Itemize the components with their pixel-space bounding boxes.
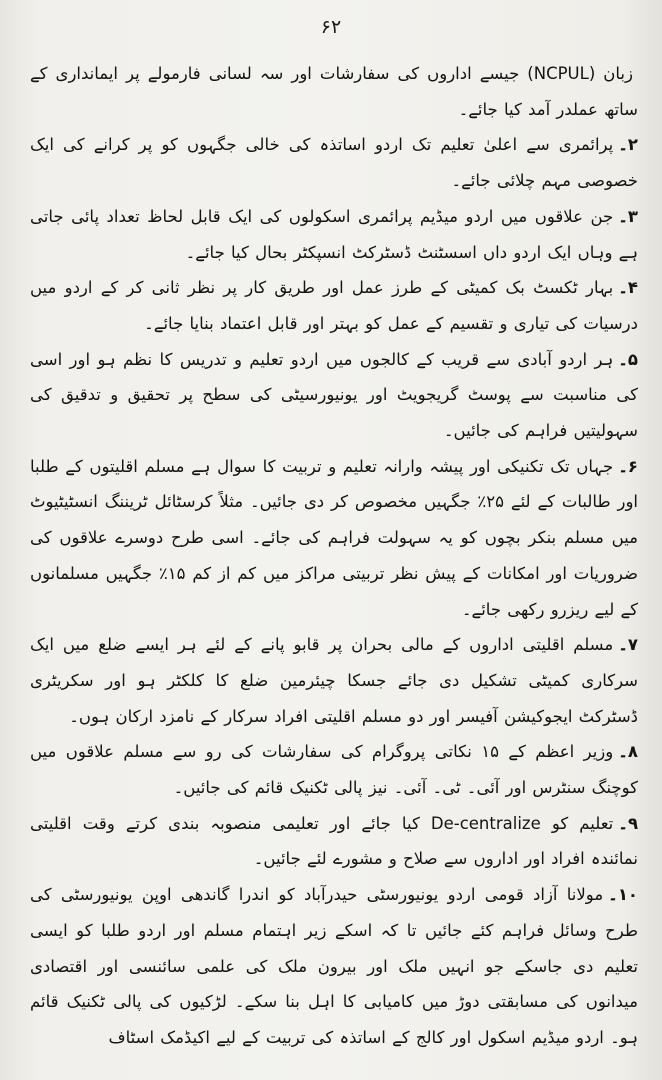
paragraph-number: ۶۔ bbox=[618, 456, 638, 476]
paragraph-number: ۲۔ bbox=[618, 135, 638, 155]
paragraph-number: ۵۔ bbox=[618, 349, 638, 369]
paragraph-4 bbox=[30, 270, 638, 341]
paragraph-text: مسلم اقلیتی اداروں کے مالی بحران پر قابو پانے کے لئے ہر ایسے ضلع میں ایک سرکاری کمیٹی تشکیل دی جائے جسکا چیئرمین ضلع کا کلکٹر ہو اور سکریٹری ڈسٹرکٹ ایجوکیشن آفیسر اور دو مسلم اقلیتی افراد سرکار کے نامزد ارکان ہوں۔ bbox=[30, 635, 638, 726]
paragraph-9 bbox=[30, 806, 638, 877]
paragraph-text: مولانا آزاد قومی اردو یونیورسٹی حیدرآباد کو اندرا گاندھی اوپن یونیورسٹی کی طرح وسائل فراہم کئے جائیں تا کہ اسکے زیر اہتمام مسلم اور اردو طلبا کو ایسی تعلیم دی جاسکے جو انہیں ملک اور بیرون ملک کی علمی سائنسی اور اقتصادی میدانوں کی مسابقتی دوڑ میں کامیابی کا اہل بنا سکے۔ لڑکیوں کی پالی ٹکنیک قائم ہو۔ اردو میڈیم اسکول اور کالج کے اساتذہ کی تربیت کے لیے اکیڈمک اسٹاف bbox=[30, 885, 638, 1047]
paragraph-text: جن علاقوں میں اردو میڈیم پرائمری اسکولوں کی ایک قابل لحاظ تعداد پائی جاتی ہے وہاں ایک اردو داں اسسٹنٹ ڈسٹرکٹ انسپکٹر بحال کیا جائے۔ bbox=[30, 206, 638, 262]
paragraph-text: تعلیم کو De-centralize کیا جائے اور تعلیمی منصوبہ بندی کرتے وقت اقلیتی نمائندہ افراد اور اداروں سے صلاح و مشورے لئے جائیں۔ bbox=[30, 813, 638, 869]
paragraph-text: پرائمری سے اعلیٰ تعلیم تک اردو اساتذہ کی خالی جگہوں کو پر کرانے کی ایک خصوصی مہم چلائی جائے۔ bbox=[30, 135, 638, 191]
paragraph-text: ہر اردو آبادی سے قریب کے کالجوں میں اردو تعلیم و تدریس کا نظم ہو اور اسی کی مناسبت سے پوسٹ گریجویٹ اور یونیورسیٹی کی سطح پر تحقیق و تدقیق کی سہولیتیں فراہم کی جائیں۔ bbox=[30, 349, 638, 441]
paragraph-text: زبان (NCPUL) جیسے اداروں کی سفارشات اور سہ لسانی فارمولے پر ایمانداری کے ساتھ عملدر آمد کیا جائے۔ bbox=[30, 64, 638, 119]
page-number: ۶۲ bbox=[320, 16, 342, 38]
paragraph-10 bbox=[30, 877, 638, 1056]
paragraph-text: بہار ٹکسٹ بک کمیٹی کے طرز عمل اور طریق کار پر نظر ثانی کر کے اردو میں درسیات کی تیاری و تقسیم کے عمل کو بہتر اور قابل اعتماد بنایا جائے۔ bbox=[30, 278, 638, 333]
paragraph-number: ۱۰۔ bbox=[608, 885, 638, 905]
paragraph-number: ۷۔ bbox=[618, 635, 638, 655]
paragraph-8 bbox=[30, 734, 638, 805]
paragraph-number: ۴۔ bbox=[618, 278, 638, 298]
paragraph-number: ۳۔ bbox=[618, 206, 638, 226]
paragraph-7 bbox=[30, 627, 638, 734]
paragraph-1 bbox=[30, 56, 638, 127]
paragraph-5 bbox=[30, 342, 638, 449]
paragraph-text: جہاں تک تکنیکی اور پیشہ وارانہ تعلیم و تربیت کا سوال ہے مسلم اقلیتوں کے طلبا اور طالبات کے لئے ۲۵٪ جگہیں مخصوص کر دی جائیں۔ مثلاً کرسٹائل ٹریننگ انسٹیٹیوٹ میں مسلم بنکر بچوں کو یہ سہولت فراہم کی جائے۔ اسی طرح دوسرے علاقوں کی ضروریات اور امکانات کے پیش نظر تربیتی مراکز میں کم از کم ۱۵٪ جگہیں مسلمانوں کے لیے ریزرو رکھی جائے۔ bbox=[30, 456, 638, 619]
paragraph-number: ۹۔ bbox=[618, 813, 639, 833]
paragraph-3 bbox=[30, 199, 638, 270]
paragraph-number: ۸۔ bbox=[618, 742, 638, 762]
paragraph-6 bbox=[30, 449, 638, 628]
paragraph-text: وزیر اعظم کے ۱۵ نکاتی پروگرام کی سفارشات کی رو سے مسلم علاقوں میں کوچنگ سنٹرس اور آئی۔ ٹی۔ آئی۔ نیز پالی ٹکنیک قائم کی جائیں۔ bbox=[30, 742, 638, 798]
body-text bbox=[30, 56, 638, 1056]
paragraph-2 bbox=[30, 127, 638, 198]
